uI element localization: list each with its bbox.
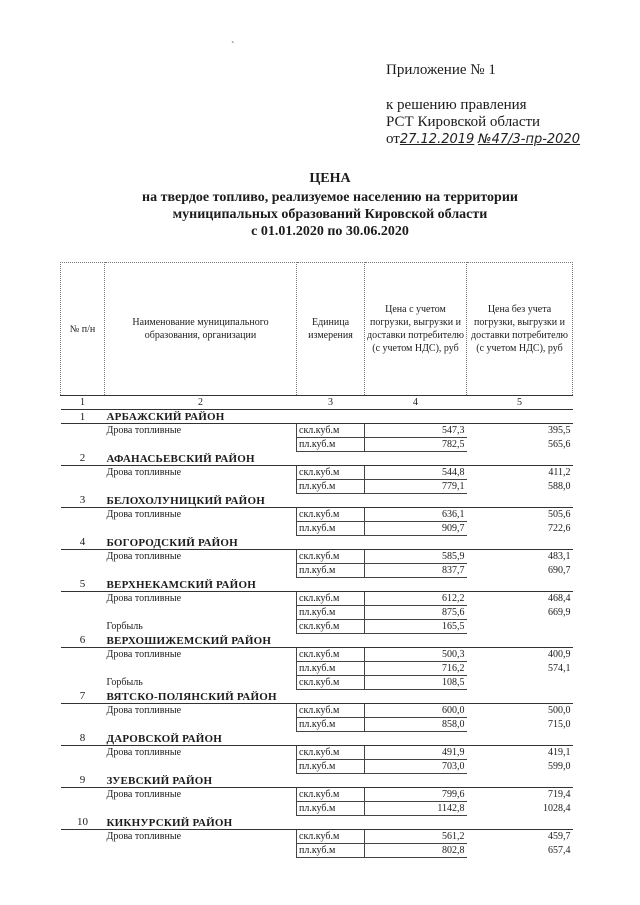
appendix-decision-line: к решению правления bbox=[386, 97, 527, 113]
region-row bbox=[61, 452, 573, 466]
price-without-delivery: 1028,4 bbox=[543, 803, 571, 814]
table-row bbox=[61, 648, 573, 662]
table-row bbox=[61, 746, 573, 760]
table-row bbox=[61, 830, 573, 844]
price-with-delivery: 1142,8 bbox=[365, 802, 467, 816]
region-number: 6 bbox=[61, 634, 105, 648]
row-number-cell bbox=[61, 704, 105, 718]
title-line-1: на твердое топливо, реализуемое населению на территории bbox=[142, 190, 518, 205]
item-unit: скл.куб.м bbox=[297, 550, 365, 564]
table-row bbox=[61, 788, 573, 802]
item-unit: пл.куб.м bbox=[297, 564, 365, 578]
price-without-delivery: 468,4 bbox=[548, 593, 571, 605]
price-with-delivery: 909,7 bbox=[365, 522, 467, 536]
header-name: Наименование муниципального образования, организации bbox=[105, 263, 297, 396]
table-row bbox=[61, 606, 573, 620]
item-unit: скл.куб.м bbox=[297, 788, 365, 802]
title-line-3: с 01.01.2020 по 30.06.2020 bbox=[251, 224, 409, 239]
item-unit: скл.куб.м bbox=[297, 830, 365, 844]
table-row bbox=[61, 424, 573, 438]
item-name: Горбыль bbox=[106, 621, 143, 632]
price-without-delivery bbox=[467, 620, 573, 634]
column-number: 1 bbox=[61, 396, 105, 410]
title-line-2: муниципальных образований Кировской области bbox=[172, 207, 488, 222]
region-number: 10 bbox=[61, 816, 105, 830]
table-row bbox=[61, 844, 573, 858]
price-with-delivery: 802,8 bbox=[365, 844, 467, 858]
table-header-row bbox=[61, 263, 573, 396]
price-without-delivery: 400,9 bbox=[548, 649, 571, 661]
item-name bbox=[105, 606, 297, 620]
region-name: ВЯТСКО-ПОЛЯНСКИЙ РАЙОН bbox=[105, 690, 573, 704]
region-row bbox=[61, 634, 573, 648]
row-number-cell bbox=[61, 550, 105, 564]
price-with-delivery: 612,2 bbox=[365, 592, 467, 606]
price-with-delivery: 636,1 bbox=[365, 508, 467, 522]
item-name: Дрова топливные bbox=[106, 467, 182, 479]
row-number-cell bbox=[61, 844, 105, 858]
item-name: Дрова топливные bbox=[106, 649, 182, 661]
price-with-delivery: 716,2 bbox=[365, 662, 467, 676]
row-number-cell bbox=[61, 648, 105, 662]
column-number: 5 bbox=[467, 396, 573, 410]
price-with-delivery: 837,7 bbox=[365, 564, 467, 578]
row-number-cell bbox=[61, 480, 105, 494]
row-number-cell bbox=[61, 438, 105, 452]
region-number: 2 bbox=[61, 452, 105, 466]
table-row bbox=[61, 550, 573, 564]
item-name bbox=[105, 718, 297, 732]
region-row bbox=[61, 410, 573, 424]
region-name: ВЕРХОШИЖЕМСКИЙ РАЙОН bbox=[105, 634, 573, 648]
price-with-delivery: 600,0 bbox=[365, 704, 467, 718]
price-without-delivery: 715,0 bbox=[548, 719, 571, 730]
price-with-delivery: 585,9 bbox=[365, 550, 467, 564]
item-unit: пл.куб.м bbox=[297, 844, 365, 858]
item-name bbox=[105, 802, 297, 816]
item-name bbox=[105, 438, 297, 452]
item-name: Дрова топливные bbox=[106, 551, 182, 563]
region-number: 4 bbox=[61, 536, 105, 550]
price-without-delivery: 719,4 bbox=[548, 789, 571, 801]
item-unit: пл.куб.м bbox=[297, 522, 365, 536]
region-number: 9 bbox=[61, 774, 105, 788]
table-row bbox=[61, 676, 573, 690]
header-price-with-delivery: Цена с учетом погрузки, выгрузки и доставки потребителю (с учетом НДС), руб bbox=[365, 263, 467, 396]
item-unit: скл.куб.м bbox=[297, 466, 365, 480]
row-number-cell bbox=[61, 564, 105, 578]
region-row bbox=[61, 732, 573, 746]
item-unit: скл.куб.м bbox=[297, 508, 365, 522]
region-number: 1 bbox=[61, 410, 105, 424]
table-row bbox=[61, 592, 573, 606]
price-without-delivery: 505,6 bbox=[548, 509, 571, 521]
column-number: 4 bbox=[365, 396, 467, 410]
price-with-delivery: 858,0 bbox=[365, 718, 467, 732]
header-number: № п/н bbox=[61, 263, 105, 396]
item-name: Дрова топливные bbox=[106, 425, 182, 437]
item-name: Дрова топливные bbox=[106, 747, 182, 759]
table-row bbox=[61, 620, 573, 634]
appendix-title: Приложение № 1 bbox=[386, 62, 496, 78]
item-name bbox=[105, 662, 297, 676]
price-with-delivery: 703,0 bbox=[365, 760, 467, 774]
handwritten-date: 27.12.2019 bbox=[399, 132, 475, 147]
price-without-delivery: 574,1 bbox=[548, 663, 571, 674]
row-number-cell bbox=[61, 746, 105, 760]
price-with-delivery: 561,2 bbox=[365, 830, 467, 844]
table-row bbox=[61, 802, 573, 816]
region-name: АФАНАСЬЕВСКИЙ РАЙОН bbox=[105, 452, 573, 466]
table-row bbox=[61, 704, 573, 718]
price-without-delivery: 565,6 bbox=[548, 439, 571, 450]
table-row bbox=[61, 522, 573, 536]
item-unit: скл.куб.м bbox=[297, 704, 365, 718]
price-with-delivery: 108,5 bbox=[365, 676, 467, 690]
column-number: 3 bbox=[297, 396, 365, 410]
table-row bbox=[61, 480, 573, 494]
row-number-cell bbox=[61, 466, 105, 480]
price-without-delivery: 722,6 bbox=[548, 523, 571, 534]
header-unit: Единица измерения bbox=[297, 263, 365, 396]
row-number-cell bbox=[61, 718, 105, 732]
row-number-cell bbox=[61, 606, 105, 620]
table-row bbox=[61, 466, 573, 480]
region-name: ВЕРХНЕКАМСКИЙ РАЙОН bbox=[105, 578, 573, 592]
region-number: 5 bbox=[61, 578, 105, 592]
item-name bbox=[105, 564, 297, 578]
row-number-cell bbox=[61, 676, 105, 690]
item-name: Горбыль bbox=[106, 677, 143, 688]
region-name: АРБАЖСКИЙ РАЙОН bbox=[105, 410, 573, 424]
region-row bbox=[61, 536, 573, 550]
region-row bbox=[61, 494, 573, 508]
region-name: БОГОРОДСКИЙ РАЙОН bbox=[105, 536, 573, 550]
row-number-cell bbox=[61, 424, 105, 438]
table-row bbox=[61, 760, 573, 774]
region-name: ЗУЕВСКИЙ РАЙОН bbox=[105, 774, 573, 788]
price-without-delivery: 395,5 bbox=[548, 425, 571, 437]
item-name: Дрова топливные bbox=[106, 509, 182, 521]
row-number-cell bbox=[61, 830, 105, 844]
region-row bbox=[61, 690, 573, 704]
item-unit: пл.куб.м bbox=[297, 718, 365, 732]
item-name: Дрова топливные bbox=[106, 593, 182, 605]
document-title bbox=[80, 170, 580, 240]
price-without-delivery: 483,1 bbox=[548, 551, 571, 563]
price-with-delivery: 779,1 bbox=[365, 480, 467, 494]
price-with-delivery: 547,3 bbox=[365, 424, 467, 438]
item-unit: пл.куб.м bbox=[297, 480, 365, 494]
region-name: БЕЛОХОЛУНИЦКИЙ РАЙОН bbox=[105, 494, 573, 508]
row-number-cell bbox=[61, 508, 105, 522]
price-table bbox=[60, 262, 573, 858]
price-without-delivery: 500,0 bbox=[548, 705, 571, 717]
price-with-delivery: 875,6 bbox=[365, 606, 467, 620]
table-row bbox=[61, 564, 573, 578]
title-main: ЦЕНА bbox=[309, 171, 351, 186]
region-row bbox=[61, 774, 573, 788]
price-without-delivery: 588,0 bbox=[548, 481, 571, 492]
region-number: 8 bbox=[61, 732, 105, 746]
header-price-without-delivery: Цена без учета погрузки, выгрузки и доставки потребителю (с учетом НДС), руб bbox=[467, 263, 573, 396]
item-name bbox=[105, 760, 297, 774]
price-without-delivery bbox=[467, 676, 573, 690]
scan-mark: ` bbox=[231, 41, 235, 52]
table-row bbox=[61, 662, 573, 676]
price-without-delivery: 669,9 bbox=[548, 607, 571, 618]
item-unit: пл.куб.м bbox=[297, 438, 365, 452]
item-unit: скл.куб.м bbox=[297, 424, 365, 438]
row-number-cell bbox=[61, 592, 105, 606]
price-without-delivery: 411,2 bbox=[548, 467, 571, 479]
region-number: 7 bbox=[61, 690, 105, 704]
price-with-delivery: 491,9 bbox=[365, 746, 467, 760]
price-without-delivery: 419,1 bbox=[548, 747, 571, 759]
row-number-cell bbox=[61, 802, 105, 816]
item-unit: пл.куб.м bbox=[297, 802, 365, 816]
appendix-date-line bbox=[386, 131, 580, 148]
region-number: 3 bbox=[61, 494, 105, 508]
region-name: КИКНУРСКИЙ РАЙОН bbox=[105, 816, 573, 830]
table-body bbox=[61, 410, 573, 858]
price-with-delivery: 799,6 bbox=[365, 788, 467, 802]
price-with-delivery: 782,5 bbox=[365, 438, 467, 452]
column-number: 2 bbox=[105, 396, 297, 410]
item-unit: скл.куб.м bbox=[297, 676, 365, 690]
appendix-from-prefix: от bbox=[386, 131, 400, 147]
table-row bbox=[61, 718, 573, 732]
item-name bbox=[105, 522, 297, 536]
price-with-delivery: 165,5 bbox=[365, 620, 467, 634]
price-without-delivery: 459,7 bbox=[548, 831, 571, 843]
row-number-cell bbox=[61, 620, 105, 634]
row-number-cell bbox=[61, 522, 105, 536]
price-with-delivery: 544,8 bbox=[365, 466, 467, 480]
price-without-delivery: 599,0 bbox=[548, 761, 571, 772]
table-row bbox=[61, 508, 573, 522]
price-without-delivery: 690,7 bbox=[548, 565, 571, 576]
item-name: Дрова топливные bbox=[106, 831, 182, 843]
item-unit: пл.куб.м bbox=[297, 760, 365, 774]
price-without-delivery: 657,4 bbox=[548, 845, 571, 856]
row-number-cell bbox=[61, 662, 105, 676]
item-unit: скл.куб.м bbox=[297, 648, 365, 662]
item-unit: скл.куб.м bbox=[297, 620, 365, 634]
item-unit: пл.куб.м bbox=[297, 606, 365, 620]
table-row bbox=[61, 438, 573, 452]
item-name: Дрова топливные bbox=[106, 705, 182, 717]
region-row bbox=[61, 816, 573, 830]
row-number-cell bbox=[61, 760, 105, 774]
region-name: ДАРОВСКОЙ РАЙОН bbox=[105, 732, 573, 746]
item-unit: пл.куб.м bbox=[297, 662, 365, 676]
handwritten-number: №47/3-пр-2020 bbox=[478, 132, 580, 147]
price-with-delivery: 500,3 bbox=[365, 648, 467, 662]
item-unit: скл.куб.м bbox=[297, 592, 365, 606]
item-name bbox=[105, 480, 297, 494]
item-name: Дрова топливные bbox=[106, 789, 182, 801]
appendix-block bbox=[386, 62, 580, 148]
item-unit: скл.куб.м bbox=[297, 746, 365, 760]
column-number-row bbox=[61, 396, 573, 410]
item-name bbox=[105, 844, 297, 858]
row-number-cell bbox=[61, 788, 105, 802]
region-row bbox=[61, 578, 573, 592]
appendix-authority-line: РСТ Кировской области bbox=[386, 114, 541, 130]
